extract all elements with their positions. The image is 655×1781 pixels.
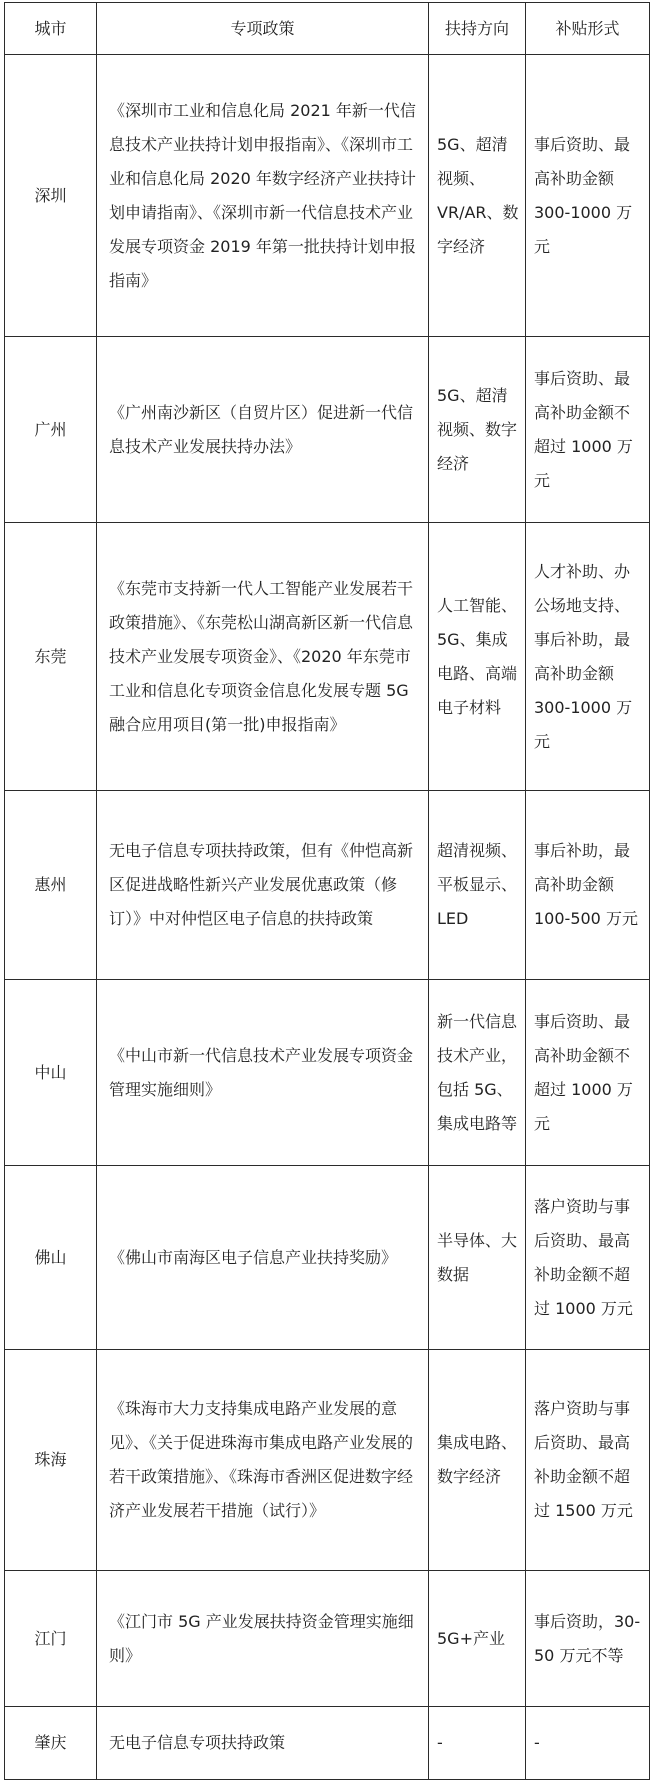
- table-row: [5, 523, 650, 791]
- cell-city: 珠海: [5, 1350, 97, 1571]
- cell-policy: 《深圳市工业和信息化局 2021 年新一代信息技术产业扶持计划申报指南》、《深圳市工业和信息化局 2020 年数字经济产业扶持计划申请指南》、《深圳市新一代信息技术产业发展专项资金 2019 年第一批扶持计划申报指南》: [97, 55, 429, 337]
- cell-subsidy: 事后资助，30-50 万元不等: [526, 1571, 650, 1707]
- table-row: [5, 1571, 650, 1707]
- cell-direction: 人工智能、5G、集成电路、高端电子材料: [429, 523, 526, 791]
- cell-city: 肇庆: [5, 1707, 97, 1780]
- cell-subsidy: 事后资助、最高补助金额300-1000 万元: [526, 55, 650, 337]
- header-subsidy: 补贴形式: [526, 3, 650, 55]
- cell-direction: 5G、超清视频、VR/AR、数字经济: [429, 55, 526, 337]
- cell-policy: 《东莞市支持新一代人工智能产业发展若干政策措施》、《东莞松山湖高新区新一代信息技术产业发展专项资金》、《2020 年东莞市工业和信息化专项资金信息化发展专题 5G 融合应用项目(第一批)申报指南》: [97, 523, 429, 791]
- cell-city: 中山: [5, 980, 97, 1166]
- cell-direction: 半导体、大数据: [429, 1166, 526, 1350]
- cell-city: 广州: [5, 337, 97, 523]
- table-row: [5, 1350, 650, 1571]
- cell-direction: 新一代信息技术产业，包括 5G、集成电路等: [429, 980, 526, 1166]
- cell-policy: 《中山市新一代信息技术产业发展专项资金管理实施细则》: [97, 980, 429, 1166]
- header-policy: 专项政策: [97, 3, 429, 55]
- header-city: 城市: [5, 3, 97, 55]
- cell-subsidy: 事后补助，最高补助金额100-500 万元: [526, 791, 650, 980]
- cell-city: 江门: [5, 1571, 97, 1707]
- policy-table: [4, 2, 650, 1780]
- cell-city: 东莞: [5, 523, 97, 791]
- cell-policy: 《江门市 5G 产业发展扶持资金管理实施细则》: [97, 1571, 429, 1707]
- cell-city: 佛山: [5, 1166, 97, 1350]
- cell-policy: 《广州南沙新区（自贸片区）促进新一代信息技术产业发展扶持办法》: [97, 337, 429, 523]
- cell-direction: 5G+产业: [429, 1571, 526, 1707]
- table-row: [5, 337, 650, 523]
- table-row: [5, 791, 650, 980]
- cell-policy: 《佛山市南海区电子信息产业扶持奖励》: [97, 1166, 429, 1350]
- cell-subsidy: 事后资助、最高补助金额不超过 1000 万元: [526, 337, 650, 523]
- table-row: [5, 1166, 650, 1350]
- cell-policy: 《珠海市大力支持集成电路产业发展的意见》、《关于促进珠海市集成电路产业发展的若干政策措施》、《珠海市香洲区促进数字经济产业发展若干措施（试行）》: [97, 1350, 429, 1571]
- cell-direction: -: [429, 1707, 526, 1780]
- cell-direction: 5G、超清视频、数字经济: [429, 337, 526, 523]
- cell-subsidy: 落户资助与事后资助、最高补助金额不超过 1500 万元: [526, 1350, 650, 1571]
- table-header-row: [5, 3, 650, 55]
- cell-subsidy: -: [526, 1707, 650, 1780]
- cell-direction: 超清视频、平板显示、LED: [429, 791, 526, 980]
- cell-subsidy: 落户资助与事后资助、最高补助金额不超过 1000 万元: [526, 1166, 650, 1350]
- cell-subsidy: 人才补助、办公场地支持、事后补助，最高补助金额300-1000 万元: [526, 523, 650, 791]
- cell-city: 惠州: [5, 791, 97, 980]
- cell-policy: 无电子信息专项扶持政策: [97, 1707, 429, 1780]
- cell-direction: 集成电路、数字经济: [429, 1350, 526, 1571]
- table-row: [5, 980, 650, 1166]
- cell-subsidy: 事后资助、最高补助金额不超过 1000 万元: [526, 980, 650, 1166]
- cell-city: 深圳: [5, 55, 97, 337]
- cell-policy: 无电子信息专项扶持政策，但有《仲恺高新区促进战略性新兴产业发展优惠政策（修订）》中对仲恺区电子信息的扶持政策: [97, 791, 429, 980]
- header-direction: 扶持方向: [429, 3, 526, 55]
- table-row: [5, 55, 650, 337]
- table-row: [5, 1707, 650, 1780]
